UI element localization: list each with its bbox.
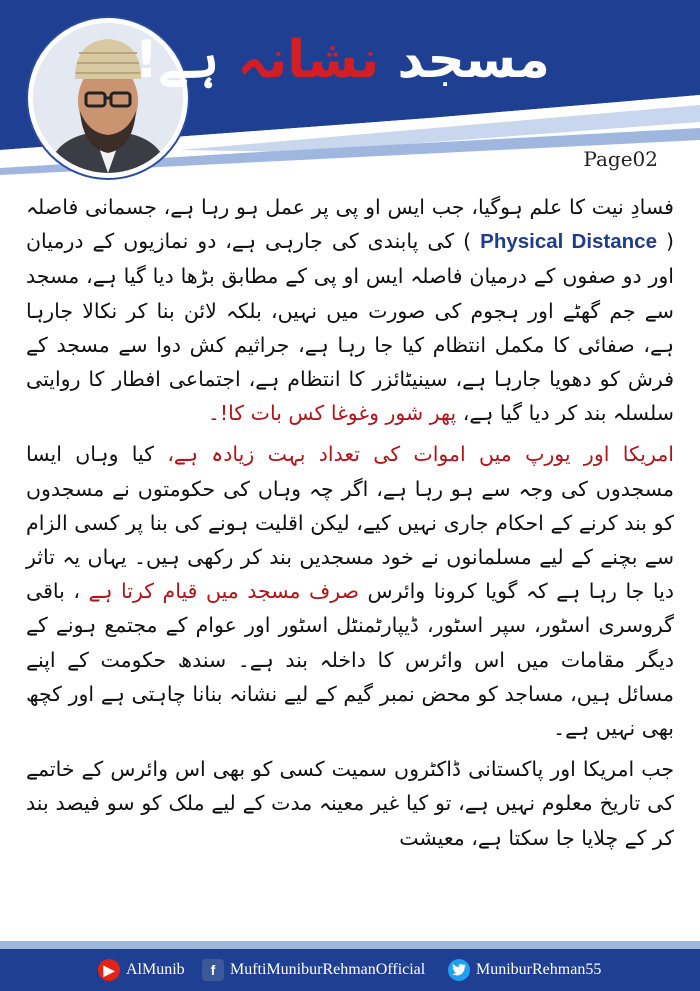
page-number: Page02 [583,147,658,171]
facebook-icon: f [202,959,224,981]
p1-text-b: ) کی پابندی کی جارہی ہے، دو نمازیوں کے درمیان اور دو صفوں کے درمیان فاصلہ ایس او پی کے مطابق بڑھا دیا گیا ہے، مسجد سے جم گھٹے اور ہجوم کی صورت میں نہیں، بلکہ لائن بنا کر نکالا جارہا ہے، صفائی کا مکمل انتظام کیا جا رہا ہے، جراثیم کش دوا سے مسجد کے فرش کو دھویا جارہا ہے، سینیٹائزر کا انتظام ہے، اجتماعی افطار کا روایتی سلسلہ بند کر دیا گیا ہے، [26,229,674,426]
twitter-handle: MuniburRehman55 [476,961,602,978]
facebook-handle: MuftiMuniburRehmanOfficial [230,961,426,978]
article-body [26,190,674,862]
social-footer [0,949,700,991]
footer-strip [0,941,700,949]
title-masjid: مسجد [397,30,550,90]
page-title [135,30,550,90]
paragraph-1 [26,190,674,430]
p2-red-phrase-2: صرف مسجد میں قیام کرتا ہے [88,579,360,604]
title-nishana: نشانہ [237,30,380,90]
p2-text-a: کیا وہاں ایسا مسجدوں کی وجہ سے ہو رہا ہے، اگر چہ وہاں کی حکومتوں نے مسجدوں کو بند کرنے کے احکام جاری نہیں کیے، لیکن اقلیت ہونے کی بنا پر کسی الزام سے بچنے کے لیے مسلمانوں نے خود مسجدیں بند کر رکھی ہیں۔ یہاں یہ تاثر دیا جا رہا ہے کہ گویا کرونا وائرس [26,442,674,604]
p2-text-b: ، باقی گروسری اسٹور، سپر اسٹور، ڈیپارٹمنٹل اسٹور اور عوام کے مجتمع ہونے کے دیگر مقامات میں اس وائرس کا داخلہ بند ہے۔ سندھ حکومت کے اپنے مسائل ہیں، مساجد کو محض نمبر گیم کے لیے نشانہ بنانا چاہتی ہے اور کچھ بھی نہیں ہے۔ [26,579,674,741]
paragraph-2 [26,437,674,745]
p1-red-phrase: پھر شور وغوغا کس بات کا!۔ [207,401,457,426]
youtube-handle: AlMunib [126,961,185,978]
p2-red-phrase-1: امریکا اور یورپ میں اموات کی تعداد بہت زیادہ ہے، [167,442,674,467]
youtube-link[interactable] [98,958,185,982]
facebook-link[interactable] [202,958,425,982]
p1-latin-term: Physical Distance [480,230,657,254]
p1-text-a: فسادِ نیت کا علم ہوگیا، جب ایس او پی پر عمل ہو رہا ہے، جسمانی فاصلہ ( [26,195,674,254]
twitter-bird-icon [448,959,470,981]
youtube-icon: ▶ [98,959,120,981]
twitter-link[interactable] [448,958,601,982]
title-hai: ہے! [134,30,220,90]
paragraph-3: جب امریکا اور پاکستانی ڈاکٹروں سمیت کسی کو بھی اس وائرس کے خاتمے کی تاریخ معلوم نہیں ہے، تو کیا غیر معینہ مدت کے لیے ملک کو سو فیصد بند کر کے چلایا جا سکتا ہے، معیشت [26,757,674,850]
